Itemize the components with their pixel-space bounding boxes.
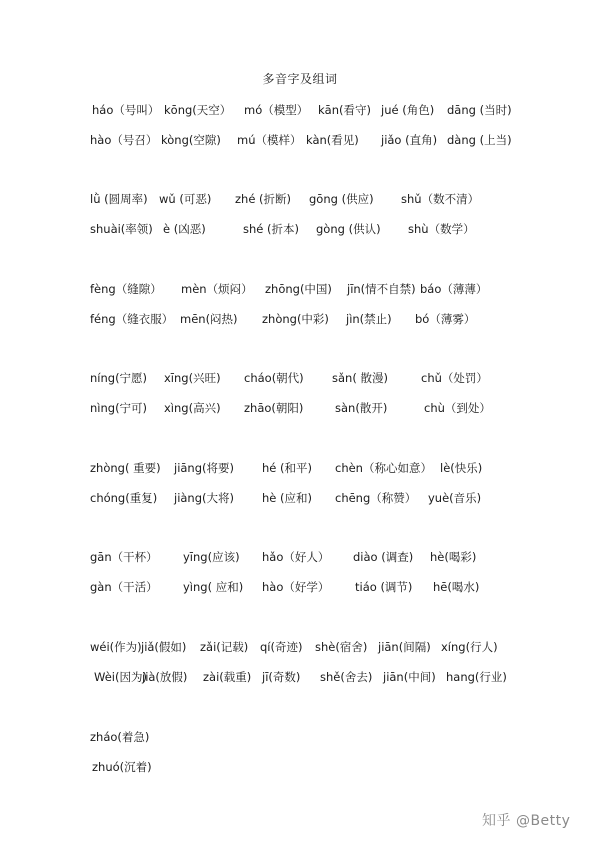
polyphone-word: shù（数学） <box>408 222 475 236</box>
polyphone-word: hē(喝水) <box>433 580 480 594</box>
polyphone-word: jiàng(大将) <box>174 491 234 505</box>
group-3-line-2 <box>0 310 600 328</box>
polyphone-word: Wèi(因为) <box>94 670 147 684</box>
group-3-line-1 <box>0 280 600 298</box>
polyphone-word: mó（模型） <box>244 103 309 117</box>
polyphone-word: xīng(兴旺) <box>164 371 221 385</box>
polyphone-word: hào（好学） <box>262 580 330 594</box>
polyphone-word: shè(宿舍) <box>315 640 368 654</box>
polyphone-word: háo（号叫） <box>92 103 160 117</box>
polyphone-word: sǎn( 散漫) <box>332 371 388 385</box>
polyphone-word: hè (应和) <box>262 491 312 505</box>
group-2-line-2 <box>0 220 600 238</box>
polyphone-word: jiān(间隔) <box>378 640 431 654</box>
polyphone-word: jī(奇数) <box>262 670 301 684</box>
polyphone-word: kàn(看见) <box>306 133 359 147</box>
polyphone-word: yìng( 应和) <box>183 580 244 594</box>
polyphone-word: jià(放假) <box>142 670 188 684</box>
polyphone-word: chēng（称赞） <box>335 491 417 505</box>
polyphone-word: xìng(高兴) <box>164 401 221 415</box>
polyphone-word: gàn（干活） <box>90 580 158 594</box>
polyphone-word: hào（号召） <box>90 133 158 147</box>
polyphone-word: bó（薄雾） <box>415 312 476 326</box>
polyphone-word: zháo(着急) <box>90 730 150 744</box>
polyphone-word: chóng(重复) <box>90 491 158 505</box>
polyphone-word: jiāng(将要) <box>174 461 234 475</box>
group-4-line-2 <box>0 399 600 417</box>
group-2-line-1 <box>0 190 600 208</box>
page-title: 多音字及组词 <box>262 72 338 86</box>
group-6-line-2 <box>0 578 600 596</box>
polyphone-word: fèng（缝隙） <box>90 282 162 296</box>
polyphone-word: zhuó(沉着) <box>92 760 152 774</box>
polyphone-word: zhé (折断) <box>235 192 292 206</box>
polyphone-word: diào (调查) <box>353 550 414 564</box>
polyphone-word: shuài(率领) <box>90 222 153 236</box>
polyphone-word: zǎi(记载) <box>200 640 249 654</box>
polyphone-word: féng（缝衣服） <box>90 312 174 326</box>
polyphone-word: níng(宁愿) <box>90 371 148 385</box>
group-1-line-1 <box>0 101 600 119</box>
polyphone-word: yīng(应该) <box>183 550 240 564</box>
polyphone-word: nìng(宁可) <box>90 401 148 415</box>
polyphone-word: gān（干杯） <box>90 550 158 564</box>
polyphone-word: xíng(行人) <box>441 640 498 654</box>
group-7-line-2 <box>0 668 600 686</box>
polyphone-word: mú（模样） <box>237 133 302 147</box>
polyphone-word: tiáo (调节) <box>355 580 413 594</box>
polyphone-word: kōng(天空） <box>164 103 232 117</box>
polyphone-word: dàng (上当) <box>447 133 512 147</box>
group-6-line-1 <box>0 548 600 566</box>
polyphone-word: jìn(禁止) <box>346 312 392 326</box>
polyphone-word: kān(看守) <box>318 103 371 117</box>
group-7-line-1 <box>0 638 600 656</box>
polyphone-word: chù（到处） <box>424 401 491 415</box>
polyphone-word: báo（薄薄） <box>420 282 488 296</box>
polyphone-word: hè(喝彩) <box>430 550 477 564</box>
polyphone-word: zài(载重) <box>203 670 252 684</box>
group-1-line-2 <box>0 131 600 149</box>
polyphone-word: jiān(中间) <box>383 670 436 684</box>
polyphone-word: shě(舍去) <box>320 670 373 684</box>
polyphone-word: jīn(情不自禁) <box>347 282 416 296</box>
polyphone-word: hé (和平) <box>262 461 312 475</box>
group-4-line-1 <box>0 369 600 387</box>
polyphone-word: wǔ (可恶) <box>159 192 212 206</box>
polyphone-word: shǔ（数不清） <box>401 192 480 206</box>
polyphone-word: jiǎo (直角) <box>381 133 438 147</box>
group-8-line-1 <box>0 728 600 746</box>
polyphone-word: cháo(朝代) <box>244 371 304 385</box>
polyphone-word: gōng (供应) <box>309 192 374 206</box>
polyphone-word: wéi(作为) <box>90 640 142 654</box>
polyphone-word: hǎo（好人） <box>262 550 330 564</box>
polyphone-word: è (凶恶) <box>163 222 206 236</box>
polyphone-word: jiǎ(假如) <box>141 640 187 654</box>
group-5-line-2 <box>0 489 600 507</box>
polyphone-word: zhòng(中彩) <box>262 312 329 326</box>
polyphone-word: mēn(闷热) <box>180 312 238 326</box>
polyphone-word: jué (角色) <box>381 103 435 117</box>
polyphone-word: zhōng(中国) <box>265 282 332 296</box>
group-8-line-2 <box>0 758 600 776</box>
polyphone-word: mèn（烦闷） <box>181 282 253 296</box>
polyphone-word: chǔ（处罚） <box>421 371 488 385</box>
polyphone-word: chèn（称心如意） <box>335 461 432 475</box>
polyphone-word: kòng(空隙) <box>161 133 221 147</box>
polyphone-word: hang(行业) <box>446 670 507 684</box>
group-5-line-1 <box>0 459 600 477</box>
polyphone-word: gòng (供认) <box>316 222 381 236</box>
polyphone-word: zhāo(朝阳) <box>244 401 304 415</box>
polyphone-word: shé (折本) <box>243 222 299 236</box>
zhihu-watermark: 知乎 @Betty <box>482 813 571 829</box>
polyphone-word: qí(奇迹) <box>260 640 303 654</box>
polyphone-word: lè(快乐) <box>440 461 483 475</box>
polyphone-word: lǜ (圆周率) <box>90 192 148 206</box>
polyphone-word: zhòng( 重要) <box>90 461 161 475</box>
polyphone-word: yuè(音乐) <box>428 491 482 505</box>
polyphone-word: sàn(散开) <box>335 401 388 415</box>
polyphone-word: dāng (当时) <box>447 103 512 117</box>
